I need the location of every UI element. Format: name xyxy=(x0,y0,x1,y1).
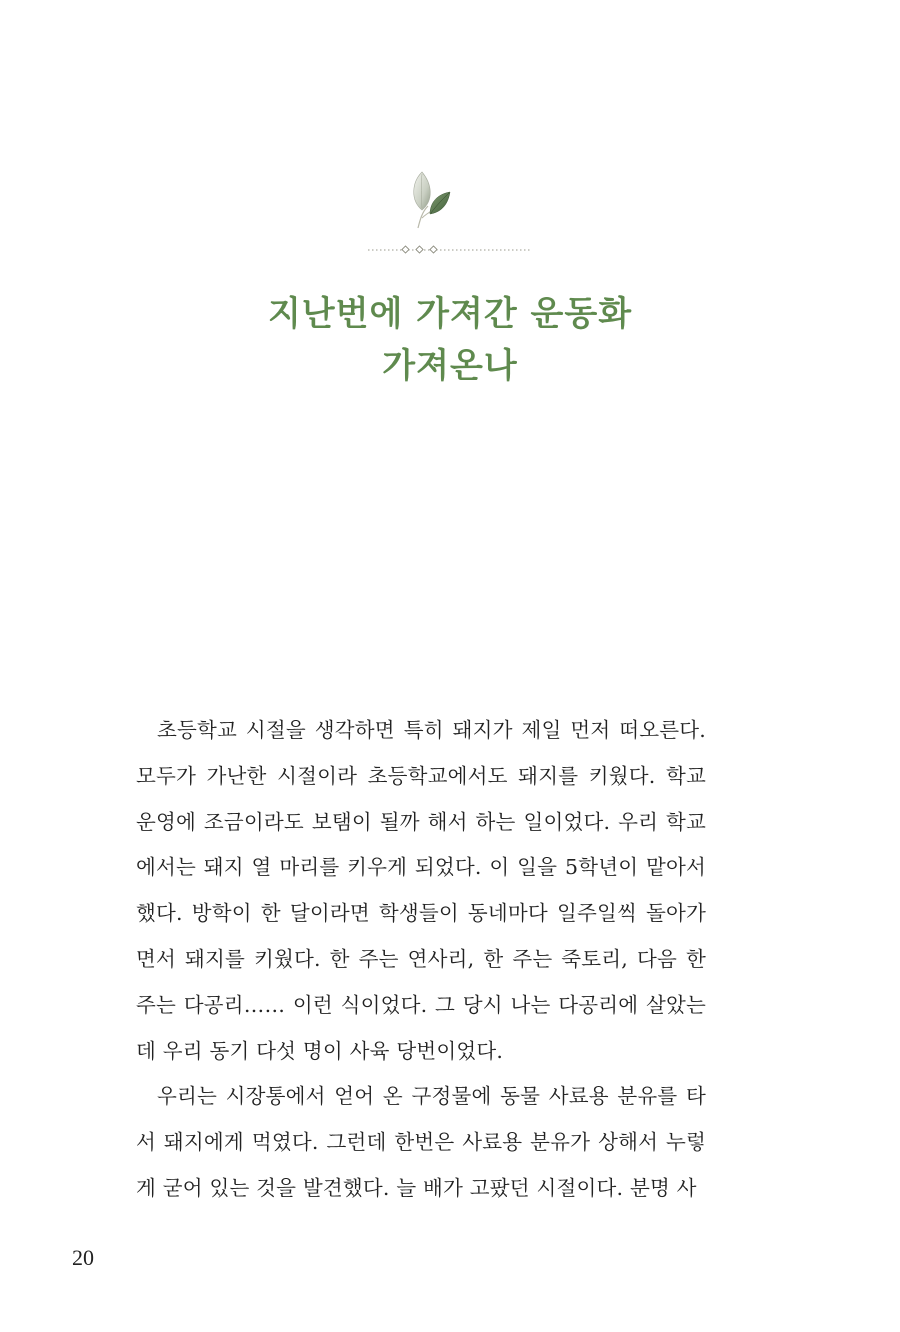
body-text xyxy=(136,708,706,1212)
chapter-ornament xyxy=(0,160,900,270)
leaf-sprig-icon xyxy=(350,160,550,260)
chapter-title-line-1: 지난번에 가져간 운동화 xyxy=(267,294,633,334)
paragraph: 우리는 시장통에서 얻어 온 구정물에 동물 사료용 분유를 타서 돼지에게 먹였다. 그런데 한번은 사료용 분유가 상해서 누렇게 굳어 있는 것을 발견했다. 늘 배가 고팠던 시절이다. 분명 사 xyxy=(136,1084,706,1200)
paragraph: 초등학교 시절을 생각하면 특히 돼지가 제일 먼저 떠오른다. 모두가 가난한 시절이라 초등학교에서도 돼지를 키웠다. 학교 운영에 조금이라도 보탬이 될까 해서 하는 일이었다. 우리 학교에서는 돼지 열 마리를 키우게 되었다. 이 일을 5학년이 맡아서 했다. 방학이 한 달이라면 학생들이 동네마다 일주일씩 돌아가면서 돼지를 키웠다. 한 주는 연사리, 한 주는 죽토리, 다음 한 주는 다공리…… 이런 식이었다. 그 당시 나는 다공리에 살았는데 우리 동기 다섯 명이 사육 당번이었다. xyxy=(136,718,706,1063)
chapter-title xyxy=(0,288,900,392)
chapter-title-line-2: 가져온나 xyxy=(382,346,518,386)
page-number: 20 xyxy=(72,1245,94,1270)
